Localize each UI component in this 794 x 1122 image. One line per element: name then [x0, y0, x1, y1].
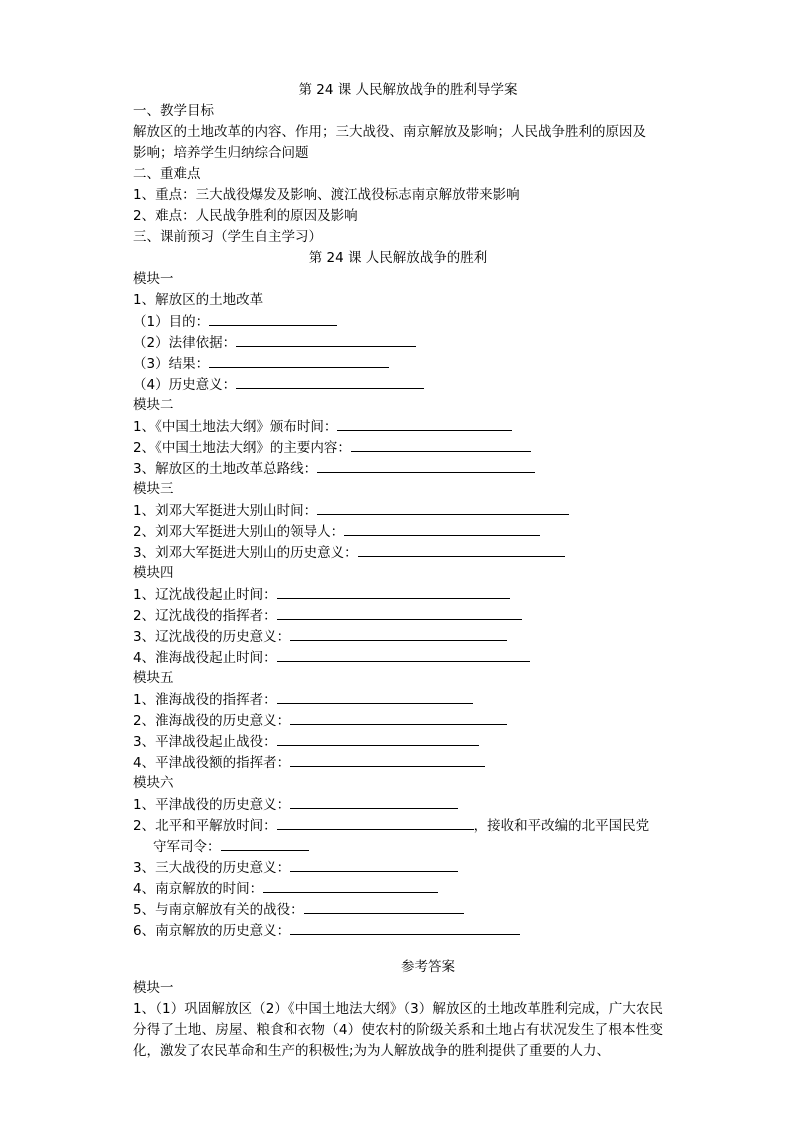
module-4-item-1: [133, 584, 663, 605]
question-label: 4、南京解放的时间：: [133, 881, 264, 897]
question-label: 1、淮海战役的指挥者：: [133, 692, 277, 708]
module-1-item-1: 1、解放区的土地改革: [133, 292, 264, 308]
goals-heading: 一、教学目标: [133, 103, 214, 119]
question-label: 1、《中国土地法大纲》颁布时间：: [133, 419, 338, 435]
answer-blank[interactable]: [290, 752, 485, 767]
module-1-item-4: [133, 353, 663, 374]
answer-blank[interactable]: [236, 374, 424, 389]
question-label: 1、辽沈战役起止时间：: [133, 587, 277, 603]
module-6-item-4: [133, 878, 663, 899]
module-5-item-1: [133, 689, 663, 710]
module-6-item-1: [133, 794, 663, 815]
question-label: （3）结果：: [133, 356, 210, 372]
answer-blank[interactable]: [263, 878, 438, 893]
answer-blank[interactable]: [236, 332, 416, 347]
module-1-item-3: [133, 332, 663, 353]
module-1-heading: 模块一: [133, 271, 174, 287]
answer-blank[interactable]: [290, 626, 507, 641]
answer-blank[interactable]: [209, 353, 389, 368]
question-label: 2、淮海战役的历史意义：: [133, 713, 291, 729]
question-label: 2、《中国土地法大纲》的主要内容：: [133, 440, 351, 456]
answer-blank[interactable]: [344, 521, 540, 536]
module-2-heading: 模块二: [133, 397, 174, 413]
module-5-item-3: [133, 731, 663, 752]
module-6-item-3: [133, 857, 663, 878]
module-3-item-1: [133, 500, 663, 521]
question-label: 6、南京解放的历史意义：: [133, 923, 291, 939]
section-spacer: [133, 941, 663, 957]
question-label: 2、辽沈战役的指挥者：: [133, 608, 277, 624]
module-2-item-2: [133, 437, 663, 458]
module-5-item-4: [133, 752, 663, 773]
question-label: 3、平津战役起止战役：: [133, 734, 277, 750]
question-label: 2、刘邓大军挺进大别山的领导人：: [133, 524, 345, 540]
question-label: 4、平津战役额的指挥者：: [133, 755, 291, 771]
preview-heading: 三、课前预习（学生自主学习）: [133, 229, 322, 245]
module-3-item-2: [133, 521, 663, 542]
answer-blank[interactable]: [277, 647, 530, 662]
module-4-item-4: [133, 647, 663, 668]
module-4-heading: 模块四: [133, 565, 174, 581]
module-4-item-2: [133, 605, 663, 626]
answers-module-heading: 模块一: [133, 980, 174, 996]
question-label-continued: ，接收和平改编的北平国民党: [473, 818, 650, 834]
answer-blank[interactable]: [358, 542, 565, 557]
answer-blank[interactable]: [209, 311, 337, 326]
module-5-item-2: [133, 710, 663, 731]
answer-blank[interactable]: [290, 920, 520, 935]
answer-blank[interactable]: [221, 836, 309, 851]
question-label: 3、三大战役的历史意义：: [133, 860, 291, 876]
question-label: 4、淮海战役起止时间：: [133, 650, 277, 666]
question-label: 3、解放区的土地改革总路线：: [133, 461, 318, 477]
answer-blank[interactable]: [290, 857, 458, 872]
module-1-item-5: [133, 374, 663, 395]
question-label: （2）法律依据：: [133, 335, 237, 351]
worksheet-page: [133, 80, 663, 1062]
answer-blank[interactable]: [277, 815, 474, 830]
answer-blank[interactable]: [351, 437, 531, 452]
question-label: 3、辽沈战役的历史意义：: [133, 629, 291, 645]
answer-blank[interactable]: [317, 500, 569, 515]
answer-blank[interactable]: [290, 710, 507, 725]
module-3-item-3: [133, 542, 663, 563]
module-6-item-2-cont: [133, 836, 663, 857]
answer-blank[interactable]: [290, 794, 458, 809]
goals-text-line-1: 解放区的土地改革的内容、作用；三大战役、南京解放及影响；人民战争胜利的原因及: [133, 124, 646, 140]
answer-blank[interactable]: [304, 899, 464, 914]
module-6-item-5: [133, 899, 663, 920]
module-2-item-1: [133, 416, 663, 437]
answer-blank[interactable]: [277, 605, 522, 620]
question-label: 3、刘邓大军挺进大别山的历史意义：: [133, 545, 358, 561]
answer-blank[interactable]: [337, 416, 512, 431]
answer-blank[interactable]: [277, 689, 473, 704]
hard-point: 2、难点：人民战争胜利的原因及影响: [133, 208, 358, 224]
question-label: （4）历史意义：: [133, 377, 237, 393]
answer-blank[interactable]: [277, 584, 510, 599]
module-3-heading: 模块三: [133, 481, 174, 497]
module-6-item-2: [133, 815, 663, 836]
key-point: 1、重点：三大战役爆发及影响、渡江战役标志南京解放带来影响: [133, 187, 520, 203]
module-5-heading: 模块五: [133, 670, 174, 686]
module-4-item-3: [133, 626, 663, 647]
module-1-item-2: [133, 311, 663, 332]
module-2-item-3: [133, 458, 663, 479]
question-label: 5、与南京解放有关的战役：: [133, 902, 304, 918]
lesson-subtitle: 第 24 课 人民解放战争的胜利: [308, 250, 488, 266]
question-label: （1）目的：: [133, 314, 210, 330]
module-6-item-6: [133, 920, 663, 941]
question-label: 守军司令：: [153, 839, 221, 855]
answers-text: 1、（1）巩固解放区（2）《中国土地法大纲》（3）解放区的土地改革胜利完成，广大农民分得了土地、房屋、粮食和衣物（4）使农村的阶级关系和土地占有状况发生了根本性变化，激发了农民革命和生产的积极性;为为人解放战争的胜利提供了重要的人力、: [133, 1001, 663, 1059]
module-6-heading: 模块六: [133, 775, 174, 791]
difficulty-heading: 二、重难点: [133, 166, 201, 182]
answer-blank[interactable]: [277, 731, 479, 746]
answer-blank[interactable]: [317, 458, 535, 473]
goals-text-line-2: 影响；培养学生归纳综合问题: [133, 145, 309, 161]
question-label: 2、北平和平解放时间：: [133, 818, 277, 834]
question-label: 1、刘邓大军挺进大别山时间：: [133, 503, 318, 519]
answers-heading: 参考答案: [401, 959, 455, 975]
page-title: 第 24 课 人民解放战争的胜利导学案: [298, 82, 518, 98]
question-label: 1、平津战役的历史意义：: [133, 797, 291, 813]
